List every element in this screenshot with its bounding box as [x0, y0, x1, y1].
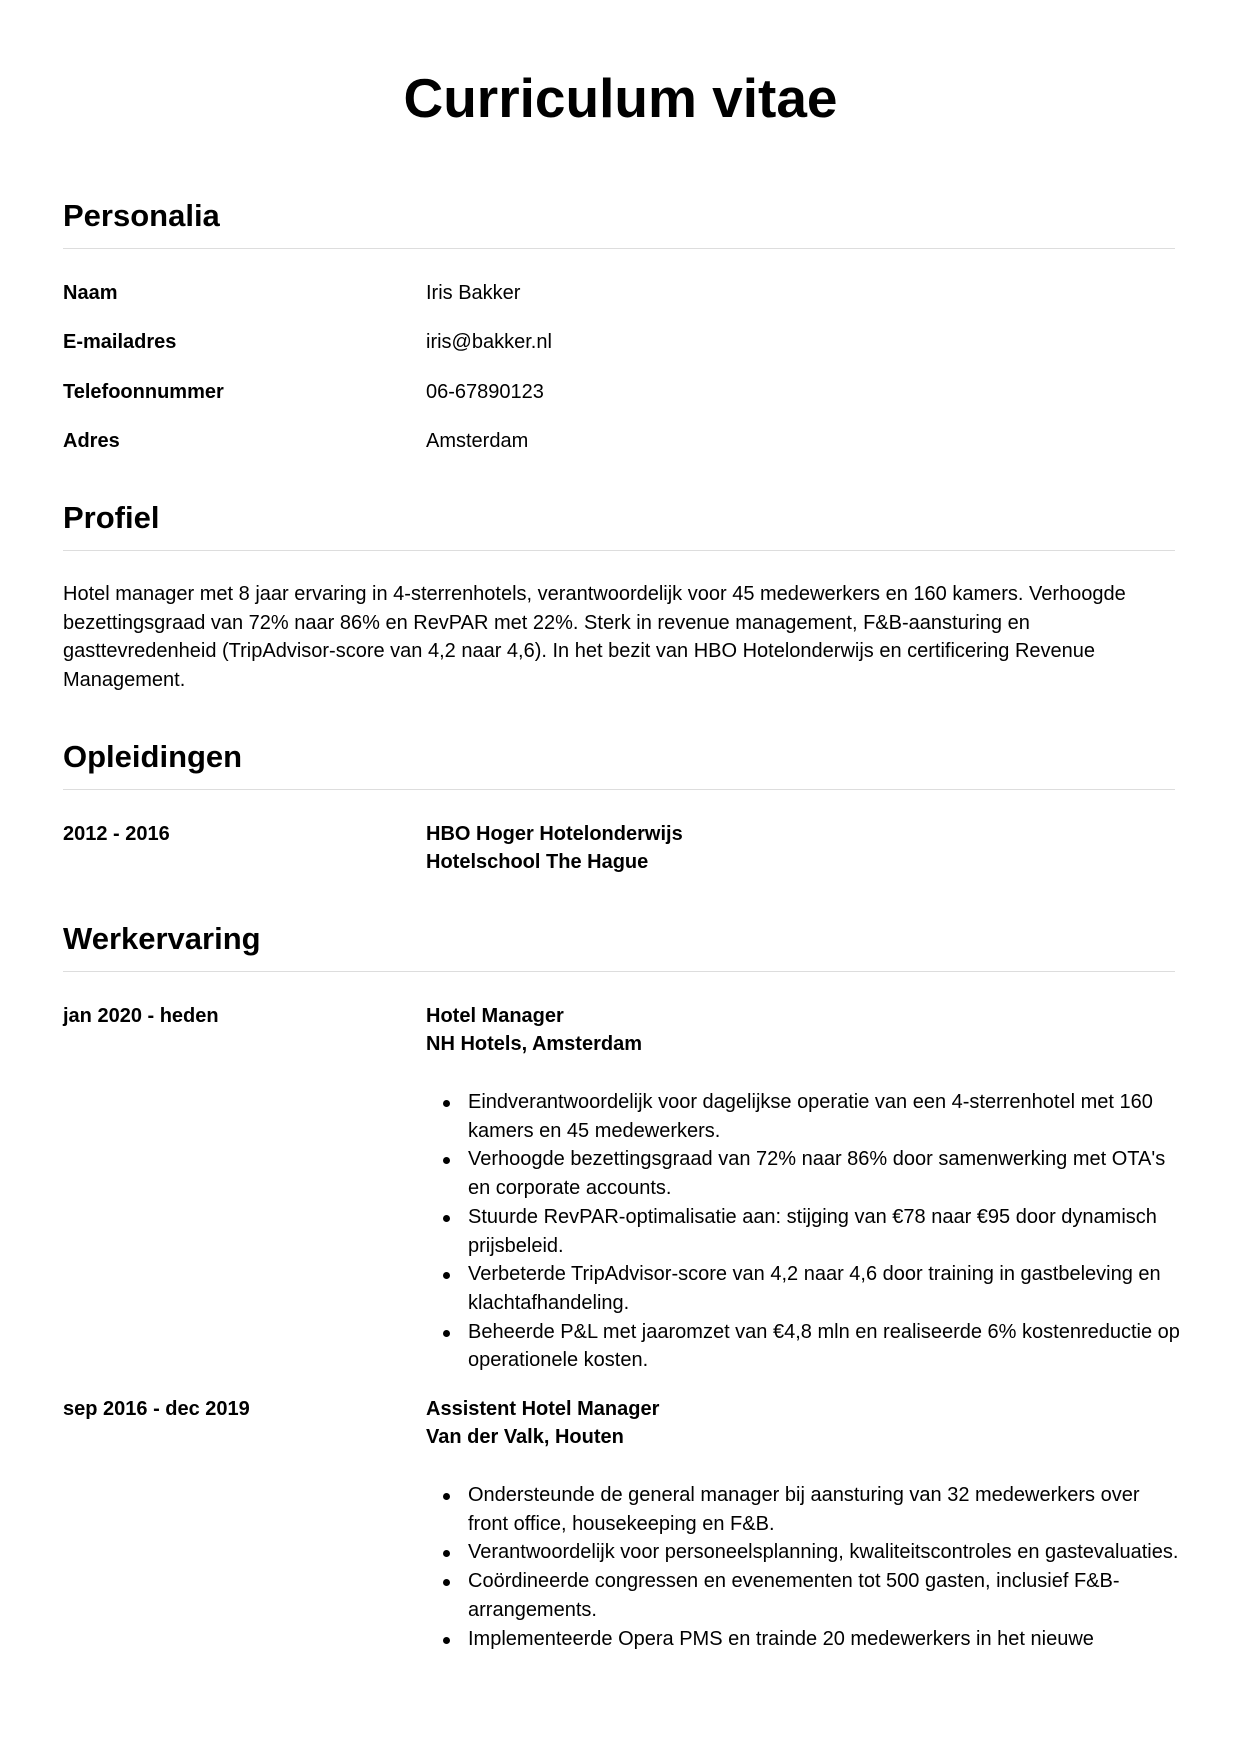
list-item: Beheerde P&L met jaaromzet van €4,8 mln en realiseerde 6% kostenreductie op operationele kosten. — [468, 1318, 1180, 1375]
section-divider — [63, 971, 1175, 972]
personalia-value-email: iris@bakker.nl — [426, 331, 552, 353]
list-item: Stuurde RevPAR-optimalisatie aan: stijging van €78 naar €95 door dynamisch prijsbeleid. — [468, 1203, 1180, 1260]
personalia-label-telefoon: Telefoonnummer — [63, 381, 224, 403]
personalia-label-email: E-mailadres — [63, 331, 177, 353]
document-title: Curriculum vitae — [403, 67, 838, 129]
list-item: Coördineerde congressen en evenementen tot 500 gasten, inclusief F&B-arrangements. — [468, 1567, 1180, 1624]
job-role: Hotel Manager — [426, 1005, 564, 1027]
job-role: Assistent Hotel Manager — [426, 1398, 660, 1420]
list-item: Eindverantwoordelijk voor dagelijkse operatie van een 4-sterrenhotel met 160 kamers en 45 medewerkers. — [468, 1088, 1180, 1145]
section-heading-werkervaring: Werkervaring — [63, 921, 261, 956]
personalia-value-adres: Amsterdam — [426, 430, 529, 452]
profile-text: Hotel manager met 8 jaar ervaring in 4-sterrenhotels, verantwoordelijk voor 45 medewerkers en 160 kamers. Verhoogde bezettingsgraad van 72% naar 86% en RevPAR met 22%. Sterk in revenue management, F&B-aansturing en gasttevredenheid (TripAdvisor-score van 4,2 naar 4,6). In het bezit van HBO Hotelonderwijs en certificering Revenue Management. — [63, 583, 1126, 692]
list-item: Ondersteunde de general manager bij aansturing van 32 medewerkers over front office, housekeeping en F&B. — [468, 1481, 1180, 1538]
job-responsibilities-list — [468, 1481, 1180, 1653]
list-item: Verbeterde TripAdvisor-score van 4,2 naar 4,6 door training in gastbeleving en klachtafhandeling. — [468, 1260, 1180, 1317]
section-heading-profiel: Profiel — [63, 500, 160, 535]
personalia-value-naam: Iris Bakker — [426, 282, 521, 304]
personalia-label-adres: Adres — [63, 430, 120, 452]
section-divider — [63, 789, 1175, 790]
section-divider — [63, 550, 1175, 551]
education-degree: HBO Hoger Hotelonderwijs — [426, 823, 683, 845]
list-item: Implementeerde Opera PMS en trainde 20 medewerkers in het nieuwe — [468, 1625, 1180, 1654]
job-company: NH Hotels, Amsterdam — [426, 1033, 642, 1055]
education-school: Hotelschool The Hague — [426, 851, 649, 873]
list-item: Verhoogde bezettingsgraad van 72% naar 86% door samenwerking met OTA's en corporate accounts. — [468, 1145, 1180, 1202]
list-item: Verantwoordelijk voor personeelsplanning, kwaliteitscontroles en gastevaluaties. — [468, 1538, 1180, 1567]
section-heading-personalia: Personalia — [63, 198, 220, 233]
job-responsibilities-list — [468, 1088, 1180, 1375]
job-period: sep 2016 - dec 2019 — [63, 1398, 250, 1420]
section-heading-opleidingen: Opleidingen — [63, 739, 243, 774]
section-divider — [63, 248, 1175, 249]
education-period: 2012 - 2016 — [63, 823, 170, 845]
personalia-label-naam: Naam — [63, 282, 118, 304]
job-company: Van der Valk, Houten — [426, 1426, 624, 1448]
job-period: jan 2020 - heden — [63, 1005, 219, 1027]
personalia-value-telefoon: 06-67890123 — [426, 381, 544, 403]
